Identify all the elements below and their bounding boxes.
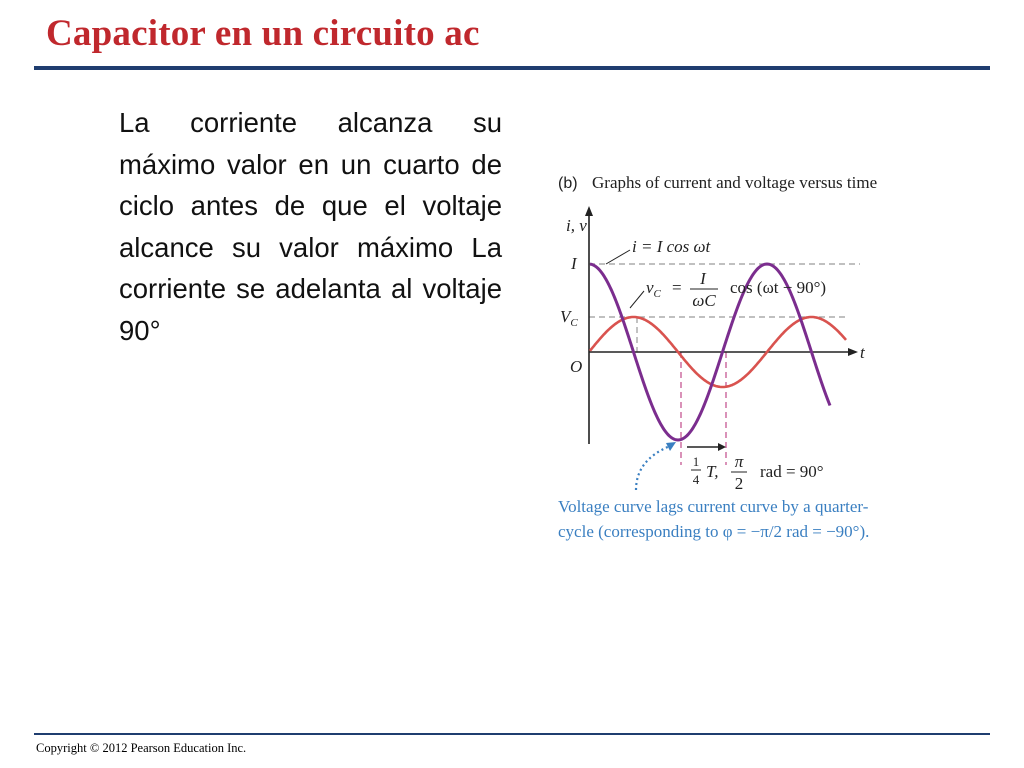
phase-shift-arrowhead — [718, 443, 726, 451]
i-max-label: I — [571, 254, 577, 273]
voltage-eq-lhs: v — [646, 278, 654, 297]
y-axis-label: i, v — [566, 216, 587, 235]
v-max-label: V — [560, 307, 571, 326]
current-leader-line — [606, 250, 630, 264]
footer-divider — [34, 733, 990, 735]
shift-fraction-den: 4 — [692, 472, 700, 487]
title-divider — [34, 66, 990, 70]
voltage-eq-rhs: cos (ωt − 90°) — [730, 278, 827, 297]
v-max-subscript: C — [570, 317, 578, 329]
voltage-eq-denominator: ωC — [692, 291, 716, 310]
voltage-eq-equals: = — [672, 278, 682, 297]
svg-text:VC — [560, 307, 578, 329]
note-line-2: cycle (corresponding to φ = −π/2 rad = −90°). — [558, 522, 870, 541]
shift-pi-label: π — [734, 452, 744, 471]
current-equation: i = I cos ωt — [632, 237, 711, 256]
figure-part-label: (b) — [558, 175, 578, 192]
shift-fraction-num: 1 — [692, 454, 700, 469]
shift-period-label: T, — [706, 462, 719, 481]
graph-svg — [540, 160, 980, 560]
voltage-leader-line — [630, 291, 644, 308]
note-pointer-dotted — [636, 446, 670, 490]
voltage-eq-numerator: I — [700, 269, 706, 288]
shift-two-label: 2 — [734, 474, 744, 493]
slide-title: Capacitor en un circuito ac — [46, 13, 480, 54]
x-axis-label: t — [860, 343, 865, 362]
copyright-footer: Copyright © 2012 Pearson Education Inc. — [36, 741, 247, 755]
current-voltage-graph — [540, 160, 980, 560]
note-line-1: Voltage curve lags current curve by a quarter- — [558, 497, 869, 516]
shift-rad-label: rad = 90° — [760, 462, 824, 481]
origin-label: O — [570, 357, 583, 376]
svg-text:vC — [646, 278, 662, 300]
y-axis-arrow — [585, 206, 593, 216]
voltage-eq-sub: C — [653, 288, 661, 300]
x-axis-arrow — [848, 348, 858, 356]
body-paragraph: La corriente alcanza su máximo valor en un cuarto de ciclo antes de que el voltaje alcance su valor máximo La corriente se adelanta al voltaje 90° — [119, 107, 502, 346]
figure-caption: Graphs of current and voltage versus time — [592, 173, 878, 192]
